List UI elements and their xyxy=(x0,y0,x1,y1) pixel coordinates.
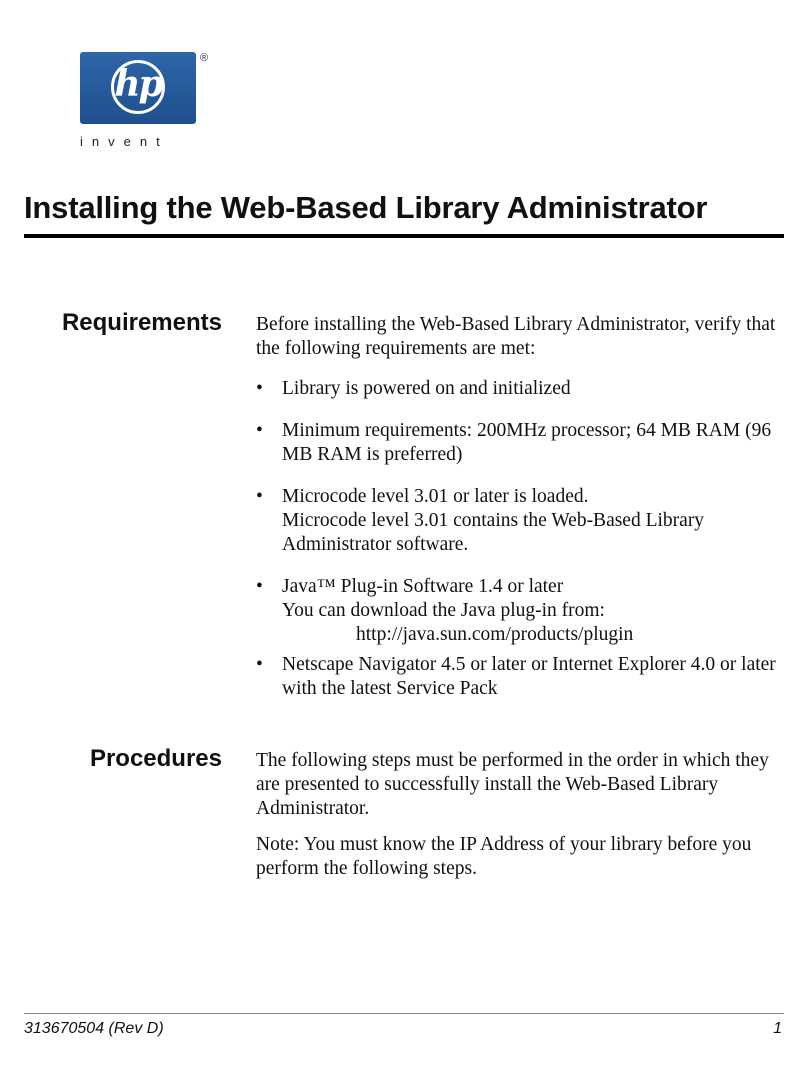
page-number: 1 xyxy=(773,1020,782,1037)
requirement-line: • Library is powered on and initialized xyxy=(282,378,571,399)
java-plugin-url[interactable]: http://java.sun.com/products/plugin xyxy=(356,624,634,645)
logo-tagline: invent xyxy=(80,134,169,149)
requirement-item xyxy=(256,485,786,557)
procedures-section xyxy=(256,749,786,881)
requirement-item xyxy=(256,653,786,701)
hp-logo-text: hp xyxy=(114,63,162,105)
requirement-item xyxy=(256,575,786,647)
registered-mark: ® xyxy=(200,52,209,64)
requirements-section xyxy=(256,313,786,701)
procedures-heading: Procedures xyxy=(89,745,222,772)
page-title: Installing the Web-Based Library Administrator xyxy=(24,190,708,225)
requirement-line: You can download the Java plug-in from: xyxy=(282,600,605,621)
requirement-line: • Minimum requirements: 200MHz processor; 64 MB RAM (96 MB RAM is preferred) xyxy=(282,420,772,465)
requirement-line: • Java™ Plug-in Software 1.4 or later xyxy=(282,576,564,597)
requirement-line: • Microcode level 3.01 or later is loaded. xyxy=(282,486,589,507)
requirement-item xyxy=(256,377,786,401)
procedures-paragraph: The following steps must be performed in the order in which they are presented to successfully install the Web-Based Library Administrator. xyxy=(256,750,769,819)
requirements-heading: Requirements xyxy=(61,309,222,336)
hp-logo-mark xyxy=(80,52,196,124)
requirement-line: Microcode level 3.01 contains the Web-Based Library Administrator software. xyxy=(282,510,705,555)
requirements-list xyxy=(256,377,786,701)
procedures-note: Note: You must know the IP Address of your library before you perform the following steps. xyxy=(256,834,752,879)
title-rule xyxy=(24,234,784,238)
requirements-intro: Before installing the Web-Based Library Administrator, verify that the following requirements are met: xyxy=(256,314,776,359)
document-number: 313670504 (Rev D) xyxy=(24,1020,164,1037)
footer-rule xyxy=(24,1013,784,1014)
hp-invent-logo xyxy=(80,52,215,152)
requirement-item xyxy=(256,419,786,467)
requirement-line: • Netscape Navigator 4.5 or later or Internet Explorer 4.0 or later with the latest Service Pack xyxy=(282,654,776,699)
